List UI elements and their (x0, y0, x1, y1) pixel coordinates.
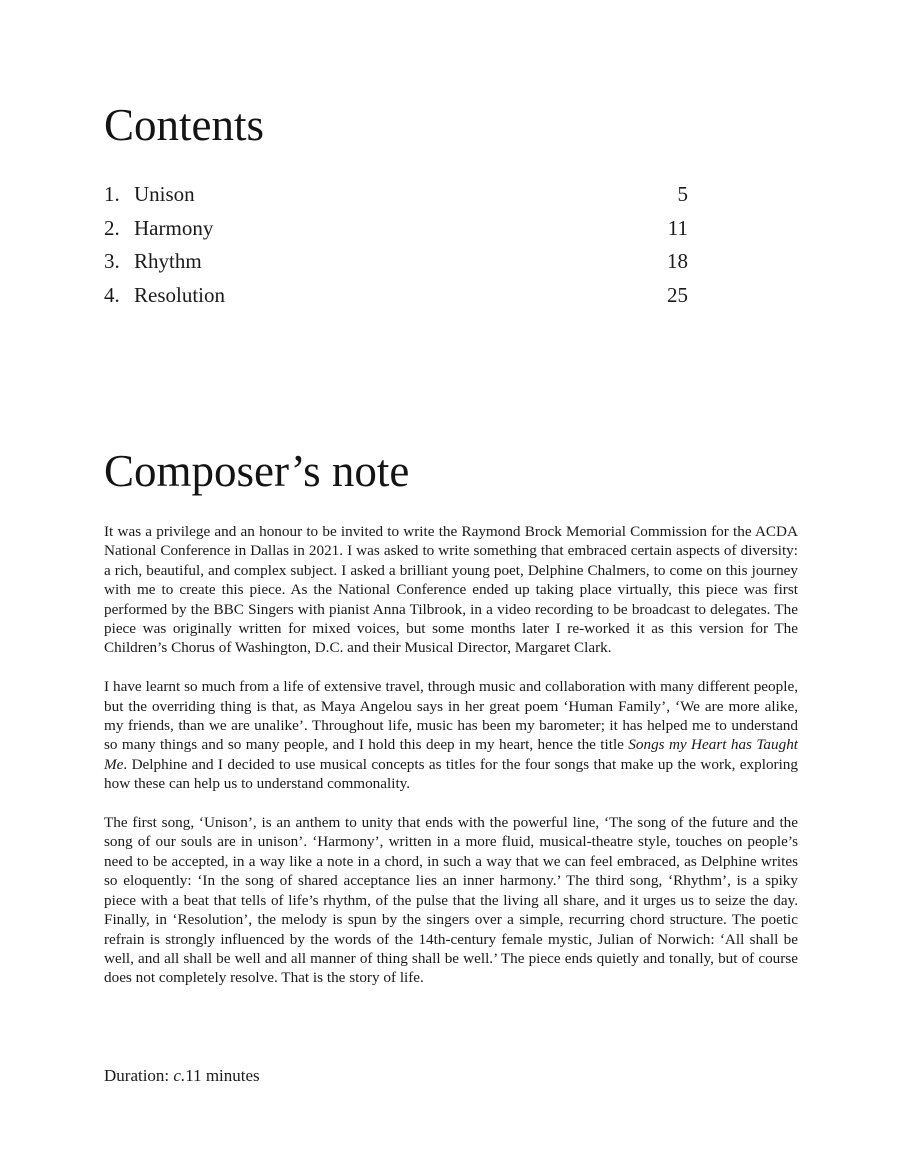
contents-heading: Contents (104, 100, 265, 150)
toc-item-page: 18 (667, 249, 688, 274)
toc-item-title: Harmony (134, 215, 214, 240)
toc-item-title: Rhythm (134, 249, 202, 274)
toc-item (104, 178, 688, 212)
toc-item-page: 25 (667, 282, 688, 307)
note-paragraph (104, 813, 798, 988)
toc-item-number: 1. (104, 182, 120, 206)
note-text: It was a privilege and an honour to be invited to write the Raymond Brock Memorial Commission for the ACDA National Conference in Dallas in 2021. I was asked to write something that embraced certain aspects of diversity: a rich, beautiful, and complex subject. I asked a brilliant young poet, Delphine Chalmers, to come on this journey with me to create this piece. As the National Conference ended up taking place virtually, this piece was first performed by the BBC Singers with pianist Anna Tilbrook, in a video recording to be broadcast to delegates. The piece was originally written for mixed voices, but some months later I re-worked it as this version for The Children’s Chorus of Washington, D.C. and their Musical Director, Margaret Clark. (104, 523, 798, 657)
note-paragraph (104, 522, 798, 658)
note-text: The first song, ‘Unison’, is an anthem to unity that ends with the powerful line, ‘The song of the future and the song of our souls are in unison’. ‘Harmony’, written in a more fluid, musical-theatre style, touches on people’s need to be accepted, in a way like a note in a chord, in such a way that we can feel embraced, as Delphine writes so eloquently: ‘In the song of shared acceptance lies an inner harmony.’ The third song, ‘Rhythm’, is a spiky piece with a beat that tells of life’s rhythm, of the pulse that the living all share, and it urges us to seize the day. Finally, in ‘Resolution’, the melody is spun by the singers over a simple, recurring chord structure. The poetic refrain is strongly influenced by the words of the 14th-century female mystic, Julian of Norwich: ‘All shall be well, and all shall be well and all manner of thing shall be well.’ The piece ends quietly and tonally, but of course does not completely resolve. That is the story of life. (104, 814, 798, 987)
duration-value: 11 minutes (185, 1066, 260, 1085)
toc-item-number: 3. (104, 249, 120, 274)
composers-note-heading: Composer’s note (104, 446, 410, 496)
duration-label: Duration: (104, 1066, 174, 1085)
toc-item-page: 5 (677, 182, 688, 206)
duration-line (104, 1066, 260, 1086)
toc-item-title: Resolution (134, 282, 226, 307)
toc-item-number: 4. (104, 282, 120, 307)
contents-list (104, 178, 688, 312)
toc-item (104, 212, 688, 246)
toc-item-number: 2. (104, 215, 120, 240)
note-paragraph (104, 677, 798, 793)
note-text-italic: Songs my Heart has Taught Me (104, 736, 799, 773)
composers-note-body (104, 522, 798, 1007)
toc-item (104, 245, 688, 279)
note-text: . Delphine and I decided to use musical concepts as titles for the four songs that make up the work, exploring how these can help us to understand commonality. (104, 755, 798, 793)
toc-item-title: Unison (134, 182, 195, 206)
toc-item-page: 11 (667, 215, 688, 240)
note-text: I have learnt so much from a life of extensive travel, through music and collaboration with many different people, but the overriding thing is that, as Maya Angelou says in her great poem ‘Human Family’, ‘We are more alike, my friends, than we are unalike’. Throughout life, music has been my barometer; it has helped me to understand so many things and so many people, and I hold this deep in my heart, hence the title (104, 678, 798, 754)
toc-item (104, 279, 688, 313)
duration-circa: c. (173, 1066, 186, 1085)
